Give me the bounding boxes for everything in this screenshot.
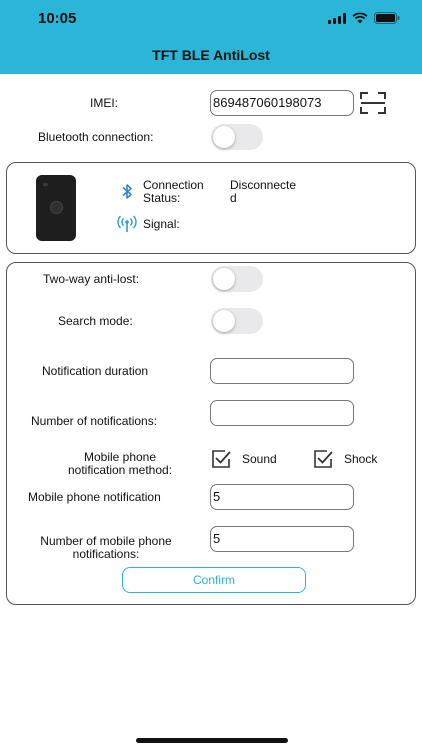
bluetooth-connection-label: Bluetooth connection: xyxy=(38,130,154,144)
device-led xyxy=(43,183,48,186)
imei-label: IMEI: xyxy=(90,96,119,110)
home-indicator[interactable] xyxy=(136,738,288,743)
mobile-phone-notifications-count-input[interactable]: 5 xyxy=(210,526,354,552)
shock-label[interactable]: Shock xyxy=(344,452,378,466)
app-header xyxy=(0,0,422,74)
bluetooth-connection-toggle[interactable] xyxy=(211,124,263,150)
search-mode-label: Search mode: xyxy=(58,314,133,328)
two-way-anti-lost-label: Two-way anti-lost: xyxy=(43,272,140,286)
connection-status-label-line1: Connection xyxy=(143,178,204,192)
wifi-icon xyxy=(352,12,368,24)
sound-checkbox-icon[interactable] xyxy=(211,449,231,469)
two-way-anti-lost-toggle[interactable] xyxy=(211,266,263,292)
search-mode-toggle[interactable] xyxy=(211,308,263,334)
bluetooth-icon xyxy=(121,183,133,200)
shock-checkbox-icon[interactable] xyxy=(313,449,333,469)
mobile-method-label-line1: Mobile phone xyxy=(83,450,157,464)
toggle-knob xyxy=(213,126,235,148)
confirm-button[interactable]: Confirm xyxy=(122,567,306,593)
page-title: TFT BLE AntiLost xyxy=(152,47,270,63)
status-time: 10:05 xyxy=(38,10,77,27)
device-button xyxy=(50,201,63,214)
mobile-count-label-line2: notifications: xyxy=(72,547,140,561)
imei-input[interactable]: 869487060198073 xyxy=(210,90,354,116)
mobile-phone-notification-label: Mobile phone notification xyxy=(28,490,161,504)
antenna-icon xyxy=(117,215,137,233)
toggle-knob xyxy=(213,268,235,290)
number-of-notifications-label: Number of notifications: xyxy=(31,414,158,428)
qr-scan-icon[interactable] xyxy=(360,92,386,114)
sound-label[interactable]: Sound xyxy=(242,452,277,466)
mobile-count-label-line1: Number of mobile phone xyxy=(40,534,172,548)
cellular-signal-icon xyxy=(328,13,346,24)
toggle-knob xyxy=(213,310,235,332)
battery-icon xyxy=(374,12,400,24)
connection-status-value-line1: Disconnecte xyxy=(230,178,297,192)
status-icons xyxy=(328,12,400,24)
mobile-method-label-line2: notification method: xyxy=(67,463,173,477)
notification-duration-input[interactable] xyxy=(210,358,354,384)
signal-label: Signal: xyxy=(143,217,180,231)
number-of-notifications-input[interactable] xyxy=(210,400,354,426)
connection-status-label-line2: Status: xyxy=(143,191,181,205)
connection-status-value-line2: d xyxy=(230,191,237,205)
device-image xyxy=(36,175,76,241)
mobile-phone-notification-input[interactable]: 5 xyxy=(210,484,354,510)
notification-duration-label: Notification duration xyxy=(42,364,149,378)
